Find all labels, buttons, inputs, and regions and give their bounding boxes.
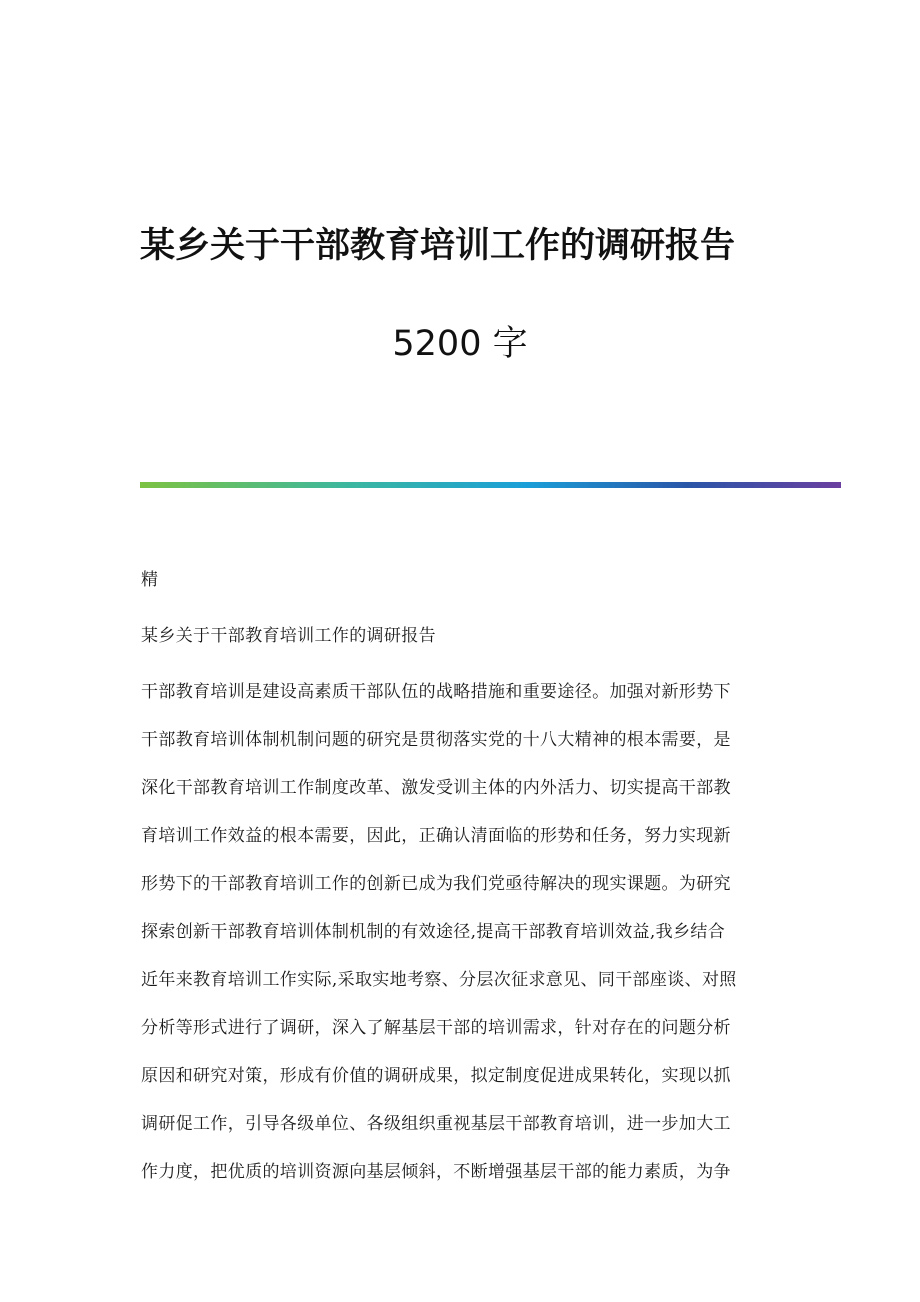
body-line: 作力度，把优质的培训资源向基层倾斜，不断增强基层干部的能力素质，为争 xyxy=(141,1162,731,1182)
document-tag: 精 xyxy=(141,570,159,590)
body-line: 干部教育培训体制机制问题的研究是贯彻落实党的十八大精神的根本需要，是 xyxy=(141,730,731,750)
body-line: 育培训工作效益的根本需要，因此，正确认清面临的形势和任务，努力实现新 xyxy=(141,826,731,846)
title-divider xyxy=(140,482,841,488)
body-line: 原因和研究对策，形成有价值的调研成果，拟定制度促进成果转化，实现以抓 xyxy=(141,1066,731,1086)
body-line: 干部教育培训是建设高素质干部队伍的战略措施和重要途径。加强对新形势下 xyxy=(141,682,731,702)
body-line: 调研促工作，引导各级单位、各级组织重视基层干部教育培训，进一步加大工 xyxy=(141,1114,731,1134)
document-title: 某乡关于干部教育培训工作的调研报告 xyxy=(140,226,736,266)
document-subtitle: 某乡关于干部教育培训工作的调研报告 xyxy=(141,626,436,646)
document-title-word-count: 5200 字 xyxy=(392,324,528,364)
body-line: 分析等形式进行了调研，深入了解基层干部的培训需求，针对存在的问题分析 xyxy=(141,1018,731,1038)
body-line: 探索创新干部教育培训体制机制的有效途径,提高干部教育培训效益,我乡结合 xyxy=(141,922,726,942)
body-line: 近年来教育培训工作实际,采取实地考察、分层次征求意见、同干部座谈、对照 xyxy=(141,970,737,990)
body-line: 深化干部教育培训工作制度改革、激发受训主体的内外活力、切实提高干部教 xyxy=(141,778,731,798)
body-line: 形势下的干部教育培训工作的创新已成为我们党亟待解决的现实课题。为研究 xyxy=(141,874,731,894)
